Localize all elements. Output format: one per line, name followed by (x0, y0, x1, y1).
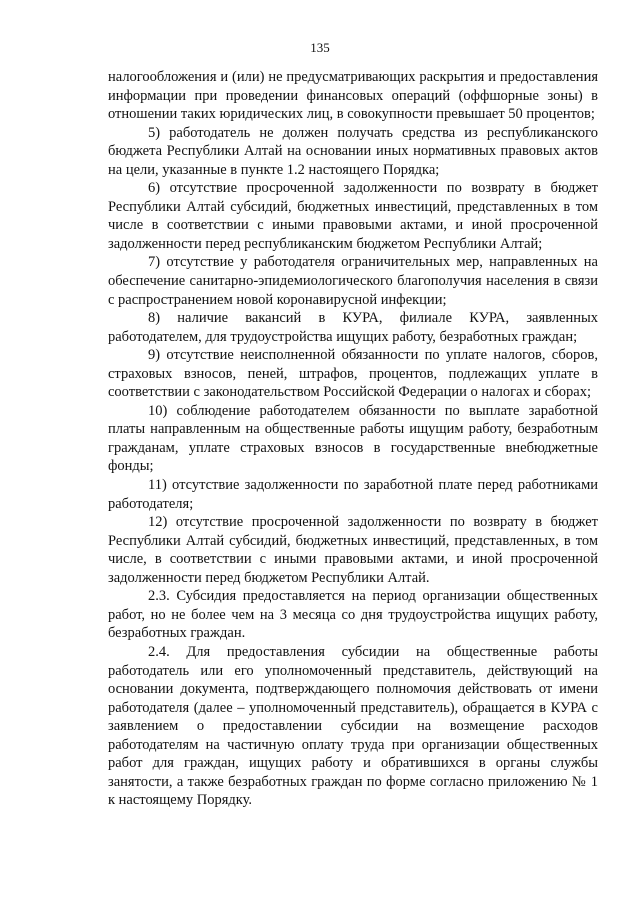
paragraph-offshore-continuation: налогообложения и (или) не предусматривающих раскрытия и предоставления информации при проведении финансовых операций (оффшорные зоны) в отношении таких юридических лиц, в совокупности превышает 50 процентов; (108, 69, 598, 123)
page-number: 135 (310, 40, 330, 55)
paragraph-item-9: 9) отсутствие неисполненной обязанности по уплате налогов, сборов, страховых взносов, пеней, штрафов, процентов, подлежащих уплате в соответствии с законодательством Российской Федерации о налогах и сборах; (108, 347, 598, 401)
paragraph-item-5: 5) работодатель не должен получать средства из республиканского бюджета Республики Алтай на основании иных нормативных правовых актов на цели, указанные в пункте 1.2 настоящего Порядка; (108, 124, 598, 178)
paragraph-item-6: 6) отсутствие просроченной задолженности по возврату в бюджет Республики Алтай субсидий, бюджетных инвестиций, представленных в том числе в соответствии с иными правовыми актами, и иной просроченной задолженности перед республиканским бюджетом Республики Алтай; (108, 180, 598, 252)
paragraph-section-2-3: 2.3. Субсидия предоставляется на период организации общественных работ, но не более чем на 3 месяца со дня трудоустройства ищущих работу, безработных граждан. (108, 588, 598, 642)
paragraph-section-2-4: 2.4. Для предоставления субсидии на общественные работы работодатель или его уполномоченный представитель, действующий на основании документа, подтверждающего полномочия действовать от имени работодателя (далее – уполномоченный представитель), обращается в КУРА с заявлением о предоставлении субсидии на возмещение расходов работодателям на частичную оплату труда при организации общественных работ для граждан, ищущих работу и обратившихся в органы службы занятости, а также безработных граждан по форме согласно приложению № 1 к настоящему Порядку. (108, 643, 598, 809)
paragraph-item-10: 10) соблюдение работодателем обязанности по выплате заработной платы направленным на общественные работы ищущим работу, безработным гражданам, уплате страховых взносов в государственные внебюджетные фонды; (108, 402, 598, 475)
paragraph-item-12: 12) отсутствие просроченной задолженности по возврату в бюджет Республики Алтай субсидий, бюджетных инвестиций, представленных, в том числе, в соответствии с иными правовыми актами, и иной просроченной задолженности перед бюджетом Республики Алтай. (108, 514, 598, 586)
paragraph-item-7: 7) отсутствие у работодателя ограничительных мер, направленных на обеспечение санитарно-эпидемиологического благополучия населения в связи с распространением новой коронавирусной инфекции; (108, 254, 598, 308)
paragraph-item-11: 11) отсутствие задолженности по заработной плате перед работниками работодателя; (108, 477, 598, 512)
paragraph-item-8: 8) наличие вакансий в КУРА, филиале КУРА, заявленных работодателем, для трудоустройства ищущих работу, безработных граждан; (108, 310, 598, 345)
document-body (108, 68, 598, 810)
